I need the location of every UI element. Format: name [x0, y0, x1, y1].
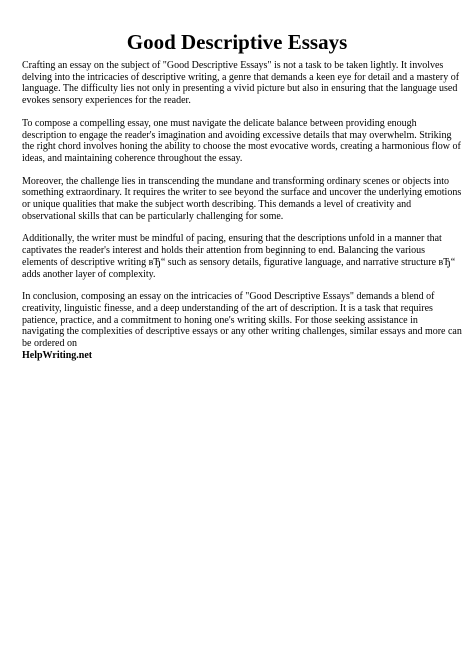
paragraph-1: Crafting an essay on the subject of "Good Descriptive Essays" is not a task to be taken lightly. It involves delving into the intricacies of descriptive writing, a genre that demands a keen eye for detail and a mastery of language. The difficulty lies not only in presenting a vivid picture but also in ensuring that the language used evokes sensory experiences for the reader. — [22, 60, 460, 107]
paragraph-3: Moreover, the challenge lies in transcending the mundane and transforming ordinary scenes or objects into something extraordinary. It requires the writer to see beyond the surface and uncover the underlying emotions or unique qualities that make the subject worth describing. This demands a level of creativity and observational skills that can be particularly challenging for some. — [22, 175, 462, 222]
closing-text: In conclusion, composing an essay on the intricacies of "Good Descriptive Essays" demands a blend of creativity, linguistic finesse, and a deep understanding of the art of description. It is a task that requires patience, practice, and a commitment to honing one's writing skills. For those seeking assistance in navigating the complexities of descriptive essays or any other writing challenges, similar essays and more can be ordered on — [22, 291, 462, 350]
paragraph-4: Additionally, the writer must be mindful of pacing, ensuring that the descriptions unfold in a manner that captivates the reader's interest and holds their attention from beginning to end. Balancing the various elements of descriptive writing вЂ“ such as sensory details, figurative language, and narrative structure вЂ“ adds another layer of complexity. — [22, 233, 456, 280]
document-title: Good Descriptive Essays — [126, 30, 348, 54]
paragraph-5 — [22, 291, 462, 361]
brand-name: HelpWriting.net — [22, 349, 93, 361]
document-body — [22, 60, 462, 372]
paragraph-2: To compose a compelling essay, one must navigate the delicate balance between providing enough description to engage the reader's imagination and avoiding excessive details that may overwhelm. Striking the right chord involves honing the ability to choose the most evocative words, creating a harmonious flow of ideas, and maintaining coherence throughout the essay. — [22, 117, 461, 164]
